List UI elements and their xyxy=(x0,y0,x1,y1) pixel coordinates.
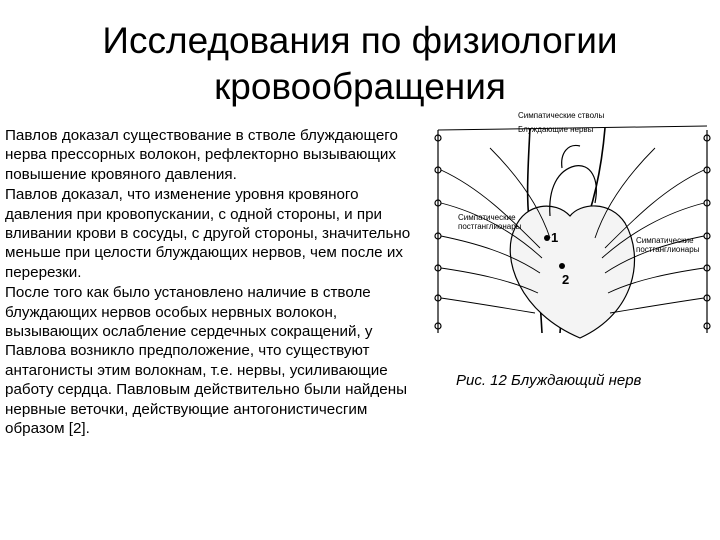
vagus-nerve-figure xyxy=(430,108,715,343)
label-sympathetic-right-1: Симпатические xyxy=(636,236,694,245)
slide-title: Исследования по физиологии кровообращения xyxy=(102,20,618,107)
label-sympathetic-left-2: постганглионары xyxy=(458,222,522,231)
right-sympathetic-trunk xyxy=(704,130,710,333)
paragraph-antagonist-nerves: После того как было установлено наличие в стволе блуждающих нервов особых нервных волокон, вызывающих ослабление сердечных сокращений, у Павлова возникло предположение, что существуют антагонисты этим волокнам, т.е. нервы, усиливающие работу сердца. Павловым действительно были найдены нервные веточки, действующие антогонистичесгим образом [2]. xyxy=(5,284,407,438)
marker-1: 1 xyxy=(551,230,559,245)
body-text xyxy=(5,126,430,440)
marker-2: 2 xyxy=(562,272,570,287)
marker-dot-1 xyxy=(544,235,550,241)
heart-innervation-diagram xyxy=(430,108,715,343)
label-sympathetic-right-2: постганглионары xyxy=(636,245,700,254)
paragraph-blood-pressure: Павлов доказал, что изменение уровня кровяного давления при кровопускании, с одной стороны, и при вливании крови в сосуды, с другой стороны, значительно меньше при целости блуждающих нервов, чем после их перерезки. xyxy=(5,186,411,281)
figure-caption: Рис. 12 Блуждающий нерв xyxy=(456,372,642,389)
left-sympathetic-trunk xyxy=(435,130,441,333)
heart-outline xyxy=(510,145,634,338)
label-sympathetic-left-1: Симпатические xyxy=(458,213,516,222)
paragraph-pressor-fibers: Павлов доказал существование в стволе блуждающего нерва прессорных волокон, рефлекторно вызывающих повышение кровяного давления. xyxy=(5,127,398,183)
label-sympathetic-trunks: Симпатические стволы xyxy=(518,111,605,120)
label-vagus-nerves: Блуждающие нервы xyxy=(518,125,594,134)
marker-dot-2 xyxy=(559,263,565,269)
